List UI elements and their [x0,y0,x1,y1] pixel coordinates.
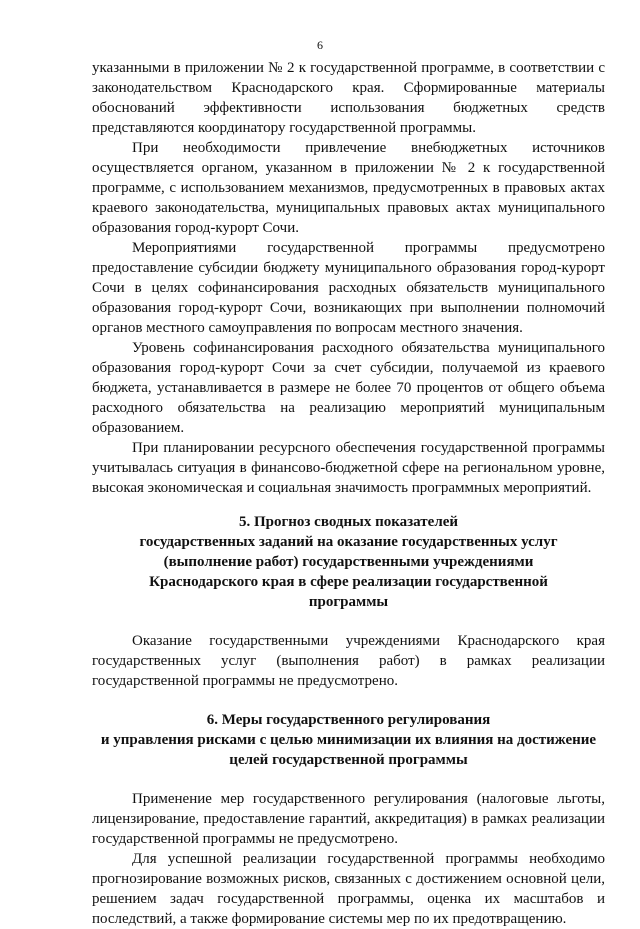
section-6-heading-line: целей государственной программы [229,752,468,768]
section-6-heading [92,710,605,770]
paragraph-cofinancing-level: Уровень софинансирования расходного обязательства муниципального образования город-курорт Сочи за счет субсидии, получаемой из краевого бюджета, устанавливается в размере не более 70 процентов от общего объема расходного обязательства на реализацию мероприятий муниципальным образованием. [92,340,605,436]
section-6-heading-line: и управления рисками с целью минимизации их влияния на достижение [100,732,597,748]
section-6-heading-line: 6. Меры государственного регулирования [206,712,491,728]
paragraph-extrabudgetary-sources: При необходимости привлечение внебюджетных источников осуществляется органом, указанном в приложении № 2 к государственной программе, с использованием механизмов, предусмотренных в правовых актах краевого законодательства, муниципальных правовых актах муниципального образования город-курорт Сочи. [92,140,605,236]
section-5-heading-line: 5. Прогноз сводных показателей [238,514,459,530]
spacer [92,770,605,789]
paragraph-state-services: Оказание государственными учреждениями Краснодарского края государственных услуг (выполнения работ) в рамках реализации государственной программы не предусмотрено. [92,633,605,689]
spacer [92,612,605,631]
paragraph-resource-planning: При планировании ресурсного обеспечения государственной программы учитывалась ситуация в финансово-бюджетной сфере на региональном уровне, высокая экономическая и социальная значимость программных мероприятий. [92,440,605,496]
paragraph-regulation-measures: Применение мер государственного регулирования (налоговые льготы, лицензирование, предоставление гарантий, аккредитация) в рамках реализации государственной программы не предусмотрено. [92,791,605,847]
spacer [92,691,605,710]
section-5-heading-line: (выполнение работ) государственными учреждениями [163,554,534,570]
page-number: 6 [317,38,323,52]
spacer [92,498,605,512]
paragraph-subsidy-provision: Мероприятиями государственной программы предусмотрено предоставление субсидии бюджету муниципального образования город-курорт Сочи в целях софинансирования расходных обязательств муниципального образования город-курорт Сочи, возникающих при выполнении полномочий органов местного самоуправления по вопросам местного значения. [92,240,605,336]
section-5-heading [92,512,605,612]
paragraph-continuation: указанными в приложении № 2 к государственной программе, в соответствии с законодательством Краснодарского края. Сформированные материалы обоснований эффективности использования бюджетных средств представляются координатору государственной программы. [92,60,605,136]
section-5-heading-line: Краснодарского края в сфере реализации государственной [149,574,548,590]
paragraph-risk-forecasting: Для успешной реализации государственной программы необходимо прогнозирование возможных рисков, связанных с достижением основной цели, решением задач государственной программы, оценка их масштабов и последствий, а также формирование системы мер по их предотвращению. [92,851,605,927]
document-body [92,58,605,929]
section-5-heading-line: программы [308,594,389,610]
section-5-heading-line: государственных заданий на оказание государственных услуг [139,534,558,550]
